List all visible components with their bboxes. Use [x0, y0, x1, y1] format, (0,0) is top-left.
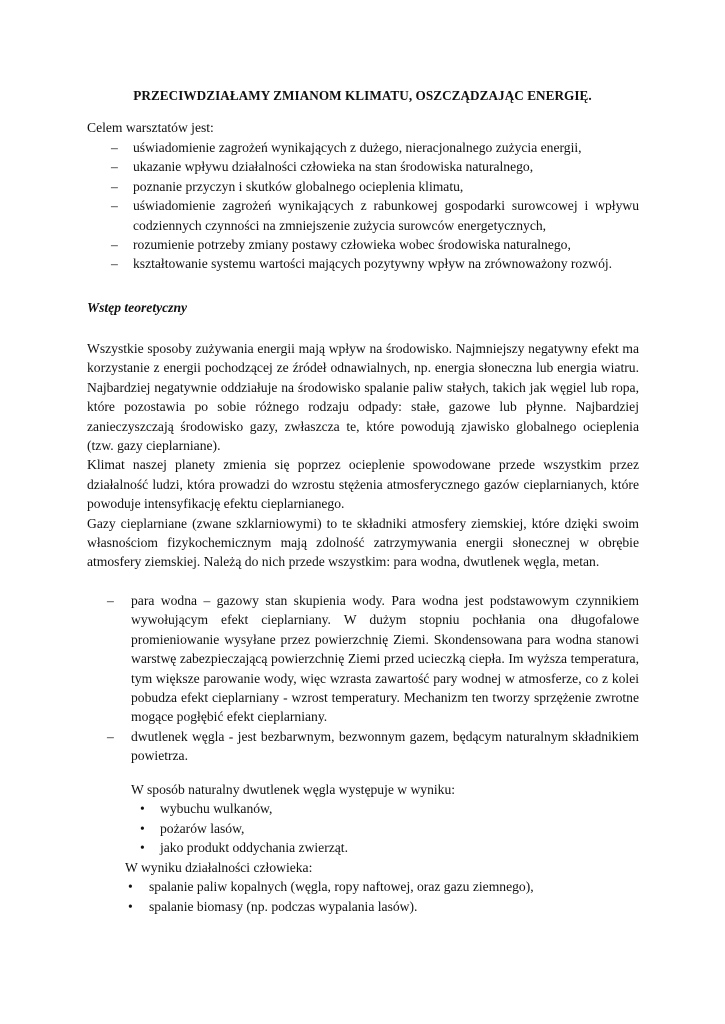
bullet-marker: •: [140, 840, 145, 856]
theory-text: [87, 339, 639, 572]
bullet-marker: •: [128, 879, 133, 895]
list-item: [87, 799, 639, 818]
gas-text: para wodna – gazowy stan skupienia wody. Para wodna jest podstawowym czynnikiem wywołującym efekt cieplarniany. W dużym stopniu pochłania ona długofalowe promieniowanie wysyłane przez powierzchnię Ziemi. Skondensowana para wodna stanowi warstwę zabezpieczającą powierzchnię Ziemi przed ucieczką ciepła. Im wyższa temperatura, tym większe parowanie wody, więc wzrasta zawartość pary wodnej w atmosferze, co z kolei pobudza efekt cieplarniany - wzrost temperatury. Mechanizm ten tworzy sprzężenie zwrotne mogące pogłębić efekt cieplarniany.: [131, 593, 639, 725]
human-lead: W wyniku działalności człowieka:: [125, 860, 313, 875]
list-item: [87, 838, 639, 857]
goal-text: poznanie przyczyn i skutków globalnego ocieplenia klimatu,: [133, 178, 464, 194]
goal-item: [87, 196, 639, 235]
dash-marker: –: [111, 256, 118, 272]
section-heading: Wstęp teoretyczny: [87, 300, 188, 315]
bullet-marker: •: [128, 898, 133, 914]
goal-text: uświadomienie zagrożeń wynikających z dużego, nieracjonalnego zużycia energii,: [133, 140, 582, 155]
list-item: [87, 877, 639, 896]
gas-item: [87, 591, 639, 727]
goal-item: [87, 254, 639, 273]
gas-item: [87, 727, 639, 766]
goal-text: uświadomienie zagrożeń wynikających z rabunkowej gospodarki surowcowej i wpływu codziennych czynności na zmniejszenie zużycia surowców energetycznych,: [133, 198, 639, 233]
list-item-text: spalanie paliw kopalnych (węgla, ropy naftowej, oraz gazu ziemnego),: [149, 879, 534, 895]
paragraph: Wszystkie sposoby zużywania energii mają wpływ na środowisko. Najmniejszy negatywny efekt ma korzystanie z energii pochodzącej ze źródeł odnawialnych, np. energia słoneczna lub energia wiatru. Najbardziej negatywnie oddziałuje na środowisko spalanie paliw stałych, takich jak węgiel lub ropa, które pozostawia po sobie różnego rodzaju odpady: stałe, gazowe lub płynne. Najbardziej zanieczyszczają środowisko gazy, zwłaszcza te, które powodują zjawisko globalnego ocieplenia (tzw. gazy cieplarniane).: [87, 341, 639, 454]
bullet-marker: •: [140, 801, 145, 817]
goals-list: [87, 138, 639, 274]
document-title: PRZECIWDZIAŁAMY ZMIANOM KLIMATU, OSZCZĄDZAJĄC ENERGIĘ.: [133, 88, 592, 103]
goal-text: ukazanie wpływu działalności człowieka na stan środowiska naturalnego,: [133, 159, 534, 175]
list-item-text: jako produkt oddychania zwierząt.: [160, 840, 348, 856]
goal-item: [87, 177, 639, 196]
gases-list: [87, 591, 639, 766]
gas-text: dwutlenek węgla - jest bezbarwnym, bezwonnym gazem, będącym naturalnym składnikiem powietrza.: [131, 728, 639, 764]
dash-marker: –: [111, 178, 118, 194]
list-item-text: spalanie biomasy (np. podczas wypalania lasów).: [149, 898, 418, 914]
bullet-marker: •: [140, 820, 145, 836]
list-item: [87, 897, 639, 916]
natural-lead: W sposób naturalny dwutlenek węgla występuje w wyniku:: [131, 782, 456, 797]
dash-marker: –: [107, 593, 114, 608]
natural-sources: [87, 780, 639, 858]
goal-text: kształtowanie systemu wartości mających pozytywny wpływ na zrównoważony rozwój.: [133, 256, 613, 272]
goal-item: [87, 157, 639, 176]
dash-marker: –: [111, 140, 118, 155]
list-item-text: wybuchu wulkanów,: [160, 801, 273, 817]
list-item-text: pożarów lasów,: [160, 820, 245, 836]
goal-item: [87, 138, 639, 157]
dash-marker: –: [107, 728, 114, 744]
human-sources: [87, 858, 639, 916]
dash-marker: –: [111, 237, 118, 253]
goal-item: [87, 235, 639, 254]
goals-intro: Celem warsztatów jest:: [87, 120, 214, 135]
goal-text: rozumienie potrzeby zmiany postawy człowieka wobec środowiska naturalnego,: [133, 237, 571, 253]
dash-marker: –: [111, 159, 118, 175]
list-item: [87, 819, 639, 838]
paragraph: Gazy cieplarniane (zwane szklarniowymi) to te składniki atmosfery ziemskiej, które dzięki swoim własnościom fizykochemicznym mają zdolność zatrzymywania energii słonecznej w obrębie atmosfery ziemskiej. Należą do nich przede wszystkim: para wodna, dwutlenek węgla, metan.: [87, 515, 639, 570]
paragraph: Klimat naszej planety zmienia się poprzez ocieplenie spowodowane przede wszystkim przez działalność ludzi, która prowadzi do wzrostu stężenia atmosferycznego gazów cieplarnianych, które powoduje intensyfikację efektu cieplarnianego.: [87, 457, 639, 512]
dash-marker: –: [111, 198, 118, 214]
